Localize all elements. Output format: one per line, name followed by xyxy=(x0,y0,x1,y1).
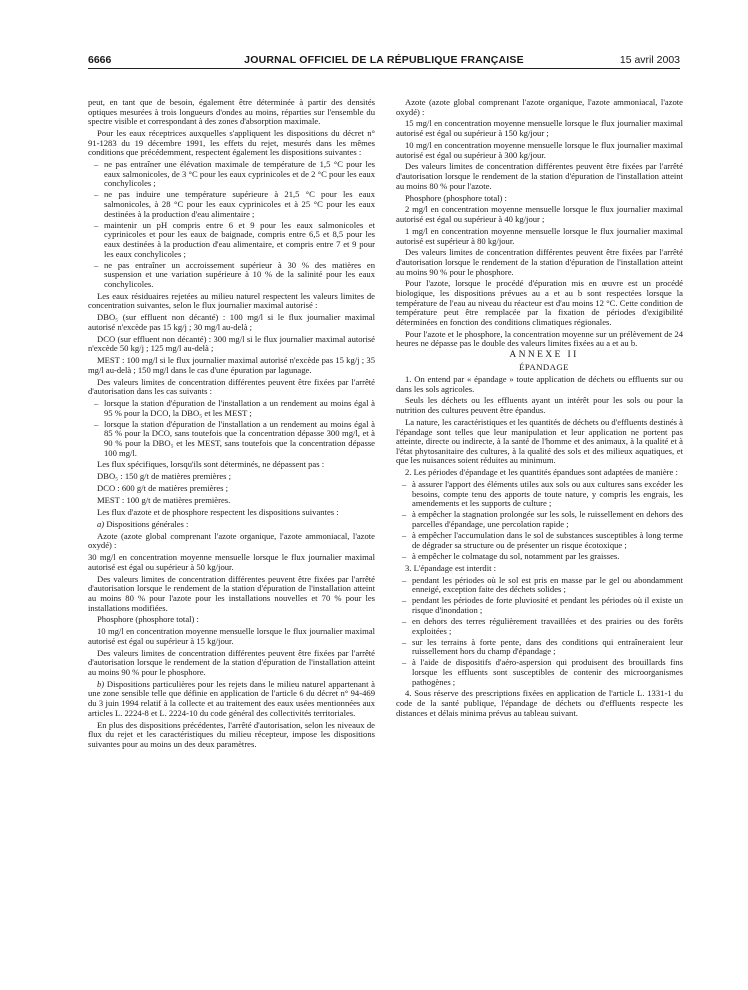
paragraph: Des valeurs limites de concentration différentes peuvent être fixées par l'arrêté d'autorisation lorsque le rendement de la station d'épuration de l'installation atteint au moins 80 % pour l'azote pour les installations nouvelles et 70 % pour les installations modifiées. xyxy=(88,573,375,613)
prohibition-list xyxy=(396,576,683,688)
annex-subtitle: ÉPANDAGE xyxy=(519,362,569,373)
paragraph: Pour l'azote, lorsque le procédé d'épuration mis en œuvre est un procédé biologique, les dispositions prévues au a et au b sont respectées lorsque la température de l'eau au niveau du réacteur est d'au moins 12 °C. Cette condition de température peut être remplacée par la fixation de périodes d'exigibilité déterminées en fonction des conditions climatiques régionales. xyxy=(396,278,683,327)
paragraph: Des valeurs limites de concentration différentes peuvent être fixées par l'arrêté d'autorisation lorsque le rendement de la station d'épuration de l'installation atteint au moins 80 % pour l'azote. xyxy=(396,161,683,191)
list-item: – maintenir un pH compris entre 6 et 9 pour les eaux salmonicoles et cyprinicoles et pour les eaux de baignade, compris entre 6,5 et 8,5 pour les eaux destinées à la production d'eau alimentaire, et compris entre 7 et 9 pour les eaux conchylicoles ; xyxy=(88,221,375,259)
paragraph: Pour l'azote et le phosphore, la concentration moyenne sur un prélèvement de 24 heures ne dépasse pas le double des valeurs limites fixées au a et au b. xyxy=(396,328,683,349)
spreading-conditions-list xyxy=(396,480,683,561)
paragraph: MEST : 100 g/t de matières premières. xyxy=(97,495,231,506)
list-item: – lorsque la station d'épuration de l'installation a un rendement au moins égal à 95 % pour la DCO, la DBO₅ et les MEST ; xyxy=(88,399,375,418)
paragraph: 4. Sous réserve des prescriptions fixées en application de l'article L. 1331-1 du code de la santé publique, l'épandage de déchets ou d'effluents respecte les distances et délais minima prévus au tableau suivant. xyxy=(396,688,683,718)
paragraph: Azote (azote global comprenant l'azote organique, l'azote ammoniacal, l'azote oxydé) : xyxy=(396,97,683,117)
paragraph: Des valeurs limites de concentration différentes peuvent être fixées par l'arrêté d'autorisation lorsque le rendement de la station d'épuration de l'installation atteint au moins 90 % pour le phosphore. xyxy=(88,647,375,677)
paragraph: Des valeurs limites de concentration différentes peuvent être fixées par l'arrêté d'autorisation dans les cas suivants : xyxy=(88,376,375,397)
paragraph: Seuls les déchets ou les effluents ayant un intérêt pour les sols ou pour la nutrition des cultures peuvent être épandus. xyxy=(396,395,683,416)
paragraph: Phosphore (phosphore total) : xyxy=(405,192,507,203)
yield-list xyxy=(88,399,375,458)
list-item: – à l'aide de dispositifs d'aéro-aspersion qui produisent des brouillards fins lorsque les effluents sont susceptibles de contenir des microorganismes pathogènes ; xyxy=(396,658,683,687)
page-number: 6666 xyxy=(88,54,112,66)
list-item: – sur les terrains à forte pente, dans des conditions qui entraîneraient leur ruissellement hors du champ d'épandage ; xyxy=(396,638,683,657)
paragraph: 2 mg/l en concentration moyenne mensuelle lorsque le flux journalier maximal autorisé est égal ou supérieur à 40 kg/jour ; xyxy=(396,204,683,225)
paragraph: DCO : 600 g/t de matières premières ; xyxy=(97,483,229,494)
list-item: – pendant les périodes de forte pluviosité et pendant les périodes où il existe un risque d'inondation ; xyxy=(396,596,683,615)
paragraph: En plus des dispositions précédentes, l'arrêté d'autorisation, selon les niveaux de flux du rejet et les caractéristiques du milieu récepteur, impose les dispositions suivantes pour au moins un des deux paramètres. xyxy=(88,719,375,749)
paragraph: 15 mg/l en concentration moyenne mensuelle lorsque le flux journalier maximal autorisé est égal ou supérieur à 150 kg/jour ; xyxy=(396,118,683,139)
subsection-heading xyxy=(88,520,375,530)
paragraph: DCO (sur effluent non décanté) : 300 mg/l si le flux journalier maximal autorisé n'excède 50 kg/j ; 125 mg/l au-delà ; xyxy=(88,333,375,354)
paragraph: Les flux d'azote et de phosphore respectent les dispositions suivantes : xyxy=(97,507,339,518)
paragraph: Les eaux résiduaires rejetées au milieu naturel respectent les valeurs limites de concentration suivantes, selon le flux journalier maximal autorisé : xyxy=(88,290,375,311)
paragraph: 2. Les périodes d'épandage et les quantités épandues sont adaptées de manière : xyxy=(405,467,678,478)
list-item: – à assurer l'apport des éléments utiles aux sols ou aux cultures sans excéder les besoins, compte tenu des apports de toute nature, y compris les engrais, les amendements et les supports de culture ; xyxy=(396,480,683,509)
list-item: – à empêcher la stagnation prolongée sur les sols, le ruissellement en dehors des parcelles d'épandage, une percolation rapide ; xyxy=(396,510,683,529)
paragraph: 10 mg/l en concentration moyenne mensuelle lorsque le flux journalier maximal autorisé est égal ou supérieur à 300 kg/jour. xyxy=(396,139,683,160)
paragraph xyxy=(88,680,375,718)
subsection-title: Dispositions générales : xyxy=(106,518,189,529)
publication-date: 15 avril 2003 xyxy=(619,54,680,66)
paragraph: 1 mg/l en concentration moyenne mensuelle lorsque le flux journalier maximal autorisé est supérieur à 80 kg/jour. xyxy=(396,225,683,246)
journal-title: JOURNAL OFFICIEL DE LA RÉPUBLIQUE FRANÇAISE xyxy=(244,54,524,66)
list-item: – pendant les périodes où le sol est pris en masse par le gel ou abondamment enneigé, exception faite des déchets solides ; xyxy=(396,576,683,595)
paragraph: DBO₅ (sur effluent non décanté) : 100 mg/l si le flux journalier maximal autorisé n'excède pas 15 kg/j ; 30 mg/l au-delà ; xyxy=(88,312,375,332)
paragraph: peut, en tant que de besoin, également être déterminée à partir des densités optiques mesurées à trois longueurs d'ondes au moins, réparties sur l'ensemble du spectre visible et correspondant à des zones d'absorption maximale. xyxy=(88,97,375,127)
paragraph: 10 mg/l en concentration moyenne mensuelle lorsque le flux journalier maximal autorisé est égal ou supérieur à 15 kg/jour. xyxy=(88,626,375,646)
paragraph: 3. L'épandage est interdit : xyxy=(405,562,497,573)
paragraph: La nature, les caractéristiques et les quantités de déchets ou d'effluents destinés à l'épandage sont telles que leur manipulation et leur application ne portent pas atteinte, directe ou indirecte, à la santé de l'homme et des animaux, à la qualité et à l'état phytosanitaire des cultures, à la qualité des sols et des milieux aquatiques, et que les nuisances soient réduites au minimum. xyxy=(396,416,683,466)
paragraph: Pour les eaux réceptrices auxquelles s'appliquent les dispositions du décret n° 91-1283 du 19 décembre 1991, les effets du rejet, mesurés dans les mêmes conditions que précédemment, respectent également les dispositions suivantes : xyxy=(88,128,375,158)
list-item: – en dehors des terres régulièrement travaillées et des prairies ou des forêts exploitées ; xyxy=(396,617,683,636)
paragraph: MEST : 100 mg/l si le flux journalier maximal autorisé n'excède pas 15 kg/j ; 35 mg/l au-delà ; 150 mg/l dans le cas d'une épuration par lagunage. xyxy=(88,355,375,375)
paragraph: Les flux spécifiques, lorsqu'ils sont déterminés, ne dépassent pas : xyxy=(97,459,325,470)
temperature-list xyxy=(88,160,375,289)
paragraph: 1. On entend par « épandage » toute application de déchets ou effluents sur ou dans les sols agricoles. xyxy=(396,374,683,394)
page-header xyxy=(88,52,680,69)
left-column xyxy=(88,98,375,752)
paragraph-text: Dispositions particulières pour les rejets dans le milieu naturel appartenant à une zone sensible telle que définie en application de l'article 6 du décret n° 94-469 du 3 juin 1994 relatif à la collecte et au traitement des eaux usées mentionnées aux articles L. 2224-8 et L. 2224-10 du code général des collectivités territoriales. xyxy=(88,678,375,718)
section-letter: b) xyxy=(97,678,105,689)
paragraph: Des valeurs limites de concentration différentes peuvent être fixées par l'arrêté d'autorisation lorsque le rendement de la station d'épuration de l'installation atteint au moins 90 % pour le phosphore. xyxy=(396,247,683,277)
list-item: – à empêcher l'accumulation dans le sol de substances susceptibles à long terme de dégrader sa structure ou de présenter un risque écotoxique ; xyxy=(396,531,683,550)
paragraph: 30 mg/l en concentration moyenne mensuelle lorsque le flux journalier maximal autorisé est égal ou supérieur à 50 kg/jour. xyxy=(88,552,375,572)
list-item: – lorsque la station d'épuration de l'installation a un rendement au moins égal à 85 % pour la DCO, sans toutefois que la concentration dépasse 300 mg/l, et à 90 % pour la DBO₅ et les MEST, sans toutefois que la concentration dépasse 100 mg/l. xyxy=(88,420,375,458)
list-item: – ne pas entraîner un accroissement supérieur à 30 % des matières en suspension et une variation supérieure à 10 % de la salinité pour les eaux conchylicoles. xyxy=(88,261,375,290)
paragraph: Azote (azote global comprenant l'azote organique, l'azote ammoniacal, l'azote oxydé) : xyxy=(88,530,375,551)
list-item: – ne pas induire une température supérieure à 21,5 °C pour les eaux salmonicoles, à 28 °C pour les eaux cyprinicoles et à 25 °C pour les eaux destinées à la production d'eau alimentaire ; xyxy=(88,190,375,219)
paragraph: Phosphore (phosphore total) : xyxy=(97,614,199,625)
right-column xyxy=(396,98,683,720)
annex-title: ANNEXE II xyxy=(509,350,579,361)
list-item: – ne pas entraîner une élévation maximale de température de 1,5 °C pour les eaux salmonicoles, de 3 °C pour les eaux cyprinicoles et de 2 °C pour les eaux conchylicoles ; xyxy=(88,160,375,189)
list-item: – à empêcher le colmatage du sol, notamment par les graisses. xyxy=(396,552,683,562)
section-letter: a) xyxy=(97,518,105,529)
paragraph: DBO₅ : 150 g/t de matières premières ; xyxy=(97,471,232,482)
